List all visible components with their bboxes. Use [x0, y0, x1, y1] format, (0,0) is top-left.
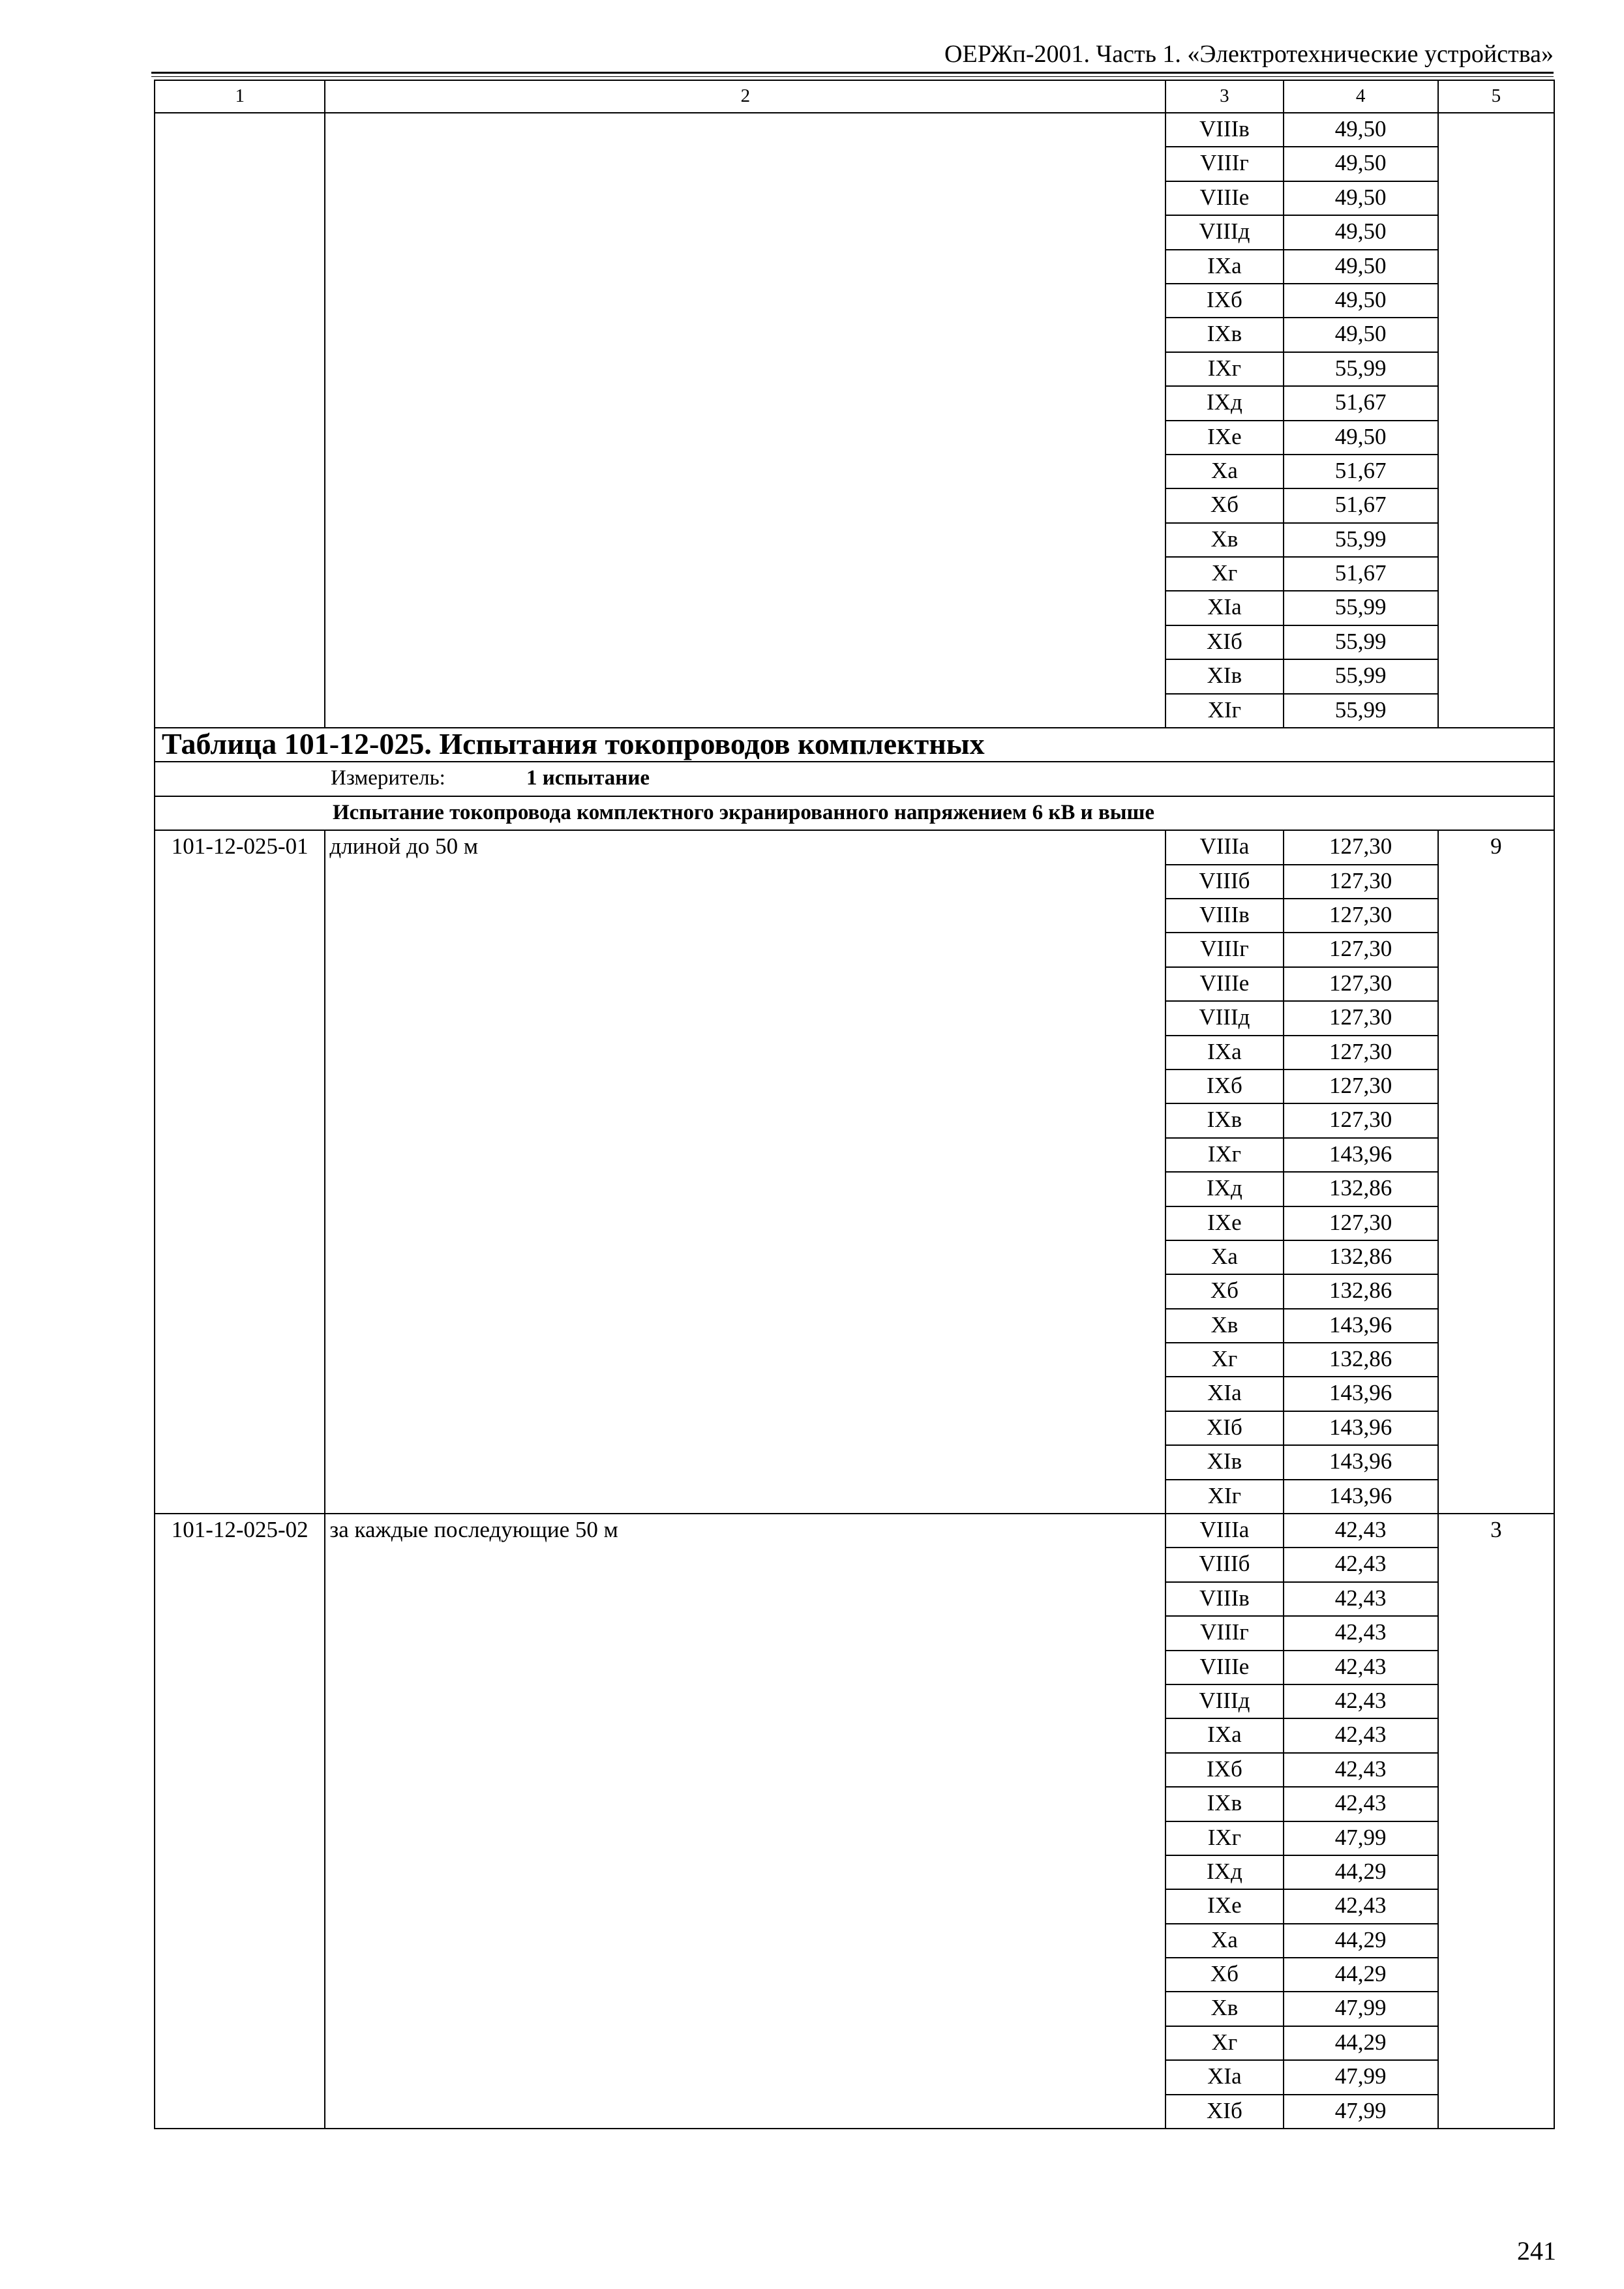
price-cell: 42,43 — [1284, 1889, 1438, 1923]
price-cell: 42,43 — [1284, 1753, 1438, 1787]
header-rule — [151, 72, 1554, 74]
price-cell: 49,50 — [1284, 147, 1438, 181]
zone-cell: XIа — [1165, 2060, 1283, 2094]
code-cell — [155, 113, 325, 728]
price-cell: 49,50 — [1284, 421, 1438, 455]
price-cell: 42,43 — [1284, 1651, 1438, 1684]
zone-cell: VIIIг — [1165, 933, 1283, 966]
zone-cell: IXе — [1165, 1889, 1283, 1923]
zone-cell: XIв — [1165, 1445, 1283, 1479]
zone-cell: Xа — [1165, 1240, 1283, 1274]
price-cell: 47,99 — [1284, 1992, 1438, 2026]
price-cell: 49,50 — [1284, 318, 1438, 352]
zone-cell: IXб — [1165, 284, 1283, 318]
price-cell: 55,99 — [1284, 625, 1438, 659]
price-cell: 42,43 — [1284, 1548, 1438, 1581]
price-cell: 49,50 — [1284, 113, 1438, 147]
column-number: 5 — [1438, 80, 1554, 113]
price-cell: 55,99 — [1284, 694, 1438, 728]
price-cell: 44,29 — [1284, 1958, 1438, 1992]
price-cell: 51,67 — [1284, 386, 1438, 420]
price-cell: 127,30 — [1284, 933, 1438, 966]
zone-cell: IXв — [1165, 318, 1283, 352]
item-code: 101-12-025-02 — [155, 1514, 325, 2129]
price-cell: 143,96 — [1284, 1138, 1438, 1172]
price-cell: 51,67 — [1284, 557, 1438, 591]
column-number: 2 — [325, 80, 1165, 113]
zone-cell: Xв — [1165, 1309, 1283, 1343]
column-number: 4 — [1284, 80, 1438, 113]
price-cell: 42,43 — [1284, 1582, 1438, 1616]
zone-cell: Xв — [1165, 1992, 1283, 2026]
price-cell: 44,29 — [1284, 1855, 1438, 1889]
name-cell — [325, 113, 1165, 728]
zone-cell: IXе — [1165, 1206, 1283, 1240]
price-cell: 132,86 — [1284, 1172, 1438, 1206]
table-title-row — [155, 728, 1554, 762]
price-cell: 127,30 — [1284, 1036, 1438, 1070]
zone-cell: VIIIб — [1165, 865, 1283, 899]
zone-cell: IXд — [1165, 1855, 1283, 1889]
zone-cell: IXд — [1165, 1172, 1283, 1206]
price-cell: 143,96 — [1284, 1445, 1438, 1479]
zone-cell: Xг — [1165, 1343, 1283, 1377]
price-cell: 55,99 — [1284, 659, 1438, 693]
zone-cell: VIIIг — [1165, 1616, 1283, 1650]
zone-cell: XIа — [1165, 591, 1283, 625]
item-code: 101-12-025-01 — [155, 830, 325, 1514]
zone-cell: XIг — [1165, 1480, 1283, 1514]
price-cell: 49,50 — [1284, 181, 1438, 215]
zone-cell: XIб — [1165, 1411, 1283, 1445]
col5-cell — [1438, 113, 1554, 728]
price-table — [154, 80, 1555, 2129]
zone-cell: VIIIд — [1165, 1001, 1283, 1035]
price-cell: 49,50 — [1284, 250, 1438, 284]
column-number: 3 — [1165, 80, 1283, 113]
price-cell: 55,99 — [1284, 591, 1438, 625]
zone-cell: Xб — [1165, 1958, 1283, 1992]
price-cell: 127,30 — [1284, 899, 1438, 933]
price-cell: 127,30 — [1284, 1001, 1438, 1035]
price-cell: 55,99 — [1284, 352, 1438, 386]
price-cell: 47,99 — [1284, 1821, 1438, 1855]
measure-value: 1 испытание — [526, 766, 650, 790]
price-cell: 132,86 — [1284, 1240, 1438, 1274]
price-cell: 42,43 — [1284, 1616, 1438, 1650]
zone-cell: IXг — [1165, 1821, 1283, 1855]
zone-cell: VIIIд — [1165, 1684, 1283, 1718]
zone-cell: IXб — [1165, 1753, 1283, 1787]
page-number: 241 — [1517, 2236, 1556, 2266]
price-cell: 143,96 — [1284, 1411, 1438, 1445]
price-cell: 143,96 — [1284, 1309, 1438, 1343]
zone-cell: VIIIв — [1165, 1582, 1283, 1616]
section-heading: Испытание токопровода комплектного экранированного напряжением 6 кВ и выше — [155, 796, 1554, 830]
zone-cell: Xг — [1165, 557, 1283, 591]
price-cell: 49,50 — [1284, 284, 1438, 318]
zone-cell: IXа — [1165, 1036, 1283, 1070]
zone-cell: XIб — [1165, 2095, 1283, 2129]
measure-label: Измеритель: — [331, 766, 445, 790]
column-number: 1 — [155, 80, 325, 113]
measure-row — [155, 762, 1554, 796]
price-cell: 127,30 — [1284, 830, 1438, 864]
zone-cell: VIIIа — [1165, 1514, 1283, 1548]
price-cell: 42,43 — [1284, 1514, 1438, 1548]
zone-cell: Xб — [1165, 1274, 1283, 1308]
zone-cell: IXа — [1165, 250, 1283, 284]
zone-cell: IXв — [1165, 1787, 1283, 1821]
price-cell: 42,43 — [1284, 1684, 1438, 1718]
zone-cell: VIIIе — [1165, 1651, 1283, 1684]
zone-cell: XIв — [1165, 659, 1283, 693]
price-cell: 132,86 — [1284, 1343, 1438, 1377]
price-cell: 44,29 — [1284, 2026, 1438, 2060]
price-cell: 127,30 — [1284, 967, 1438, 1001]
price-cell: 51,67 — [1284, 488, 1438, 522]
zone-cell: IXе — [1165, 421, 1283, 455]
zone-cell: Xа — [1165, 1924, 1283, 1958]
zone-cell: IXа — [1165, 1718, 1283, 1752]
zone-cell: IXг — [1165, 352, 1283, 386]
running-header: ОЕРЖп-2001. Часть 1. «Электротехнические устройства» — [944, 40, 1554, 68]
price-cell: 132,86 — [1284, 1274, 1438, 1308]
price-cell: 42,43 — [1284, 1718, 1438, 1752]
table-row — [155, 113, 1554, 147]
zone-cell: XIг — [1165, 694, 1283, 728]
measure-cell — [155, 762, 1554, 796]
zone-cell: IXд — [1165, 386, 1283, 420]
zone-cell: IXг — [1165, 1138, 1283, 1172]
price-cell: 51,67 — [1284, 455, 1438, 488]
price-cell: 127,30 — [1284, 1206, 1438, 1240]
col5-cell: 9 — [1438, 830, 1554, 1514]
zone-cell: XIб — [1165, 625, 1283, 659]
table-title: Таблица 101-12-025. Испытания токопроводов комплектных — [155, 728, 1554, 762]
zone-cell: VIIIд — [1165, 215, 1283, 249]
zone-cell: VIIIе — [1165, 181, 1283, 215]
zone-cell: Xб — [1165, 488, 1283, 522]
price-cell: 47,99 — [1284, 2060, 1438, 2094]
price-cell: 143,96 — [1284, 1480, 1438, 1514]
section-row — [155, 796, 1554, 830]
item-name: длиной до 50 м — [325, 830, 1165, 1514]
zone-cell: VIIIв — [1165, 113, 1283, 147]
zone-cell: VIIIе — [1165, 967, 1283, 1001]
price-cell: 49,50 — [1284, 215, 1438, 249]
zone-cell: Xг — [1165, 2026, 1283, 2060]
zone-cell: VIIIб — [1165, 1548, 1283, 1581]
price-cell: 44,29 — [1284, 1924, 1438, 1958]
zone-cell: IXб — [1165, 1070, 1283, 1103]
zone-cell: VIIIг — [1165, 147, 1283, 181]
price-cell: 127,30 — [1284, 1070, 1438, 1103]
zone-cell: XIа — [1165, 1377, 1283, 1411]
col5-cell: 3 — [1438, 1514, 1554, 2129]
zone-cell: IXв — [1165, 1103, 1283, 1137]
header-rule-thin — [151, 76, 1554, 77]
zone-cell: Xв — [1165, 523, 1283, 557]
item-name: за каждые последующие 50 м — [325, 1514, 1165, 2129]
zone-cell: VIIIа — [1165, 830, 1283, 864]
price-cell: 55,99 — [1284, 523, 1438, 557]
column-number-row — [155, 80, 1554, 113]
price-cell: 127,30 — [1284, 1103, 1438, 1137]
zone-cell: VIIIв — [1165, 899, 1283, 933]
zone-cell: Xа — [1165, 455, 1283, 488]
table-row — [155, 830, 1554, 864]
price-cell: 47,99 — [1284, 2095, 1438, 2129]
table-row — [155, 1514, 1554, 1548]
price-cell: 42,43 — [1284, 1787, 1438, 1821]
price-cell: 127,30 — [1284, 865, 1438, 899]
price-cell: 143,96 — [1284, 1377, 1438, 1411]
